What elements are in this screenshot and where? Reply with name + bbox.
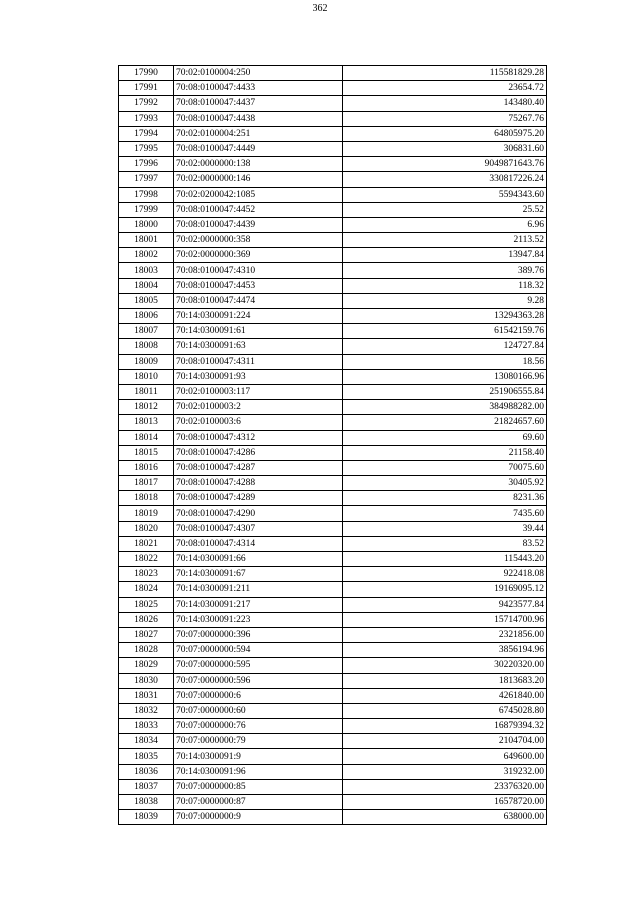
value-cell: 306831.60: [343, 141, 547, 156]
value-cell: 70075.60: [343, 460, 547, 475]
value-cell: 16578720.00: [343, 795, 547, 810]
cadastral-number-cell: 70:14:0300091:96: [174, 764, 343, 779]
row-number-cell: 18026: [119, 612, 174, 627]
row-number-cell: 18028: [119, 643, 174, 658]
cadastral-number-cell: 70:08:0100047:4307: [174, 521, 343, 536]
cadastral-number-cell: 70:14:0300091:66: [174, 552, 343, 567]
row-number-cell: 18034: [119, 734, 174, 749]
value-cell: 83.52: [343, 536, 547, 551]
value-cell: 124727.84: [343, 339, 547, 354]
value-cell: 9049871643.76: [343, 157, 547, 172]
cadastral-number-cell: 70:14:0300091:217: [174, 597, 343, 612]
table-row: [119, 81, 547, 96]
cadastral-number-cell: 70:07:0000000:596: [174, 673, 343, 688]
value-cell: 4261840.00: [343, 688, 547, 703]
table-row: [119, 779, 547, 794]
row-number-cell: 18005: [119, 293, 174, 308]
cadastral-number-cell: 70:02:0000000:369: [174, 248, 343, 263]
value-cell: 21824657.60: [343, 415, 547, 430]
cadastral-number-cell: 70:14:0300091:63: [174, 339, 343, 354]
value-cell: 251906555.84: [343, 384, 547, 399]
table-row: [119, 521, 547, 536]
table-row: [119, 202, 547, 217]
table-row: [119, 552, 547, 567]
row-number-cell: 18023: [119, 567, 174, 582]
value-cell: 2321856.00: [343, 627, 547, 642]
cadastral-number-cell: 70:02:0200042:1085: [174, 187, 343, 202]
cadastral-number-cell: 70:02:0100003:117: [174, 384, 343, 399]
table-row: [119, 734, 547, 749]
row-number-cell: 17992: [119, 96, 174, 111]
table-row: [119, 795, 547, 810]
cadastral-value-table: [118, 65, 547, 825]
table-row: [119, 643, 547, 658]
row-number-cell: 17999: [119, 202, 174, 217]
table-row: [119, 111, 547, 126]
table-row: [119, 187, 547, 202]
page-number: 362: [312, 3, 328, 14]
row-number-cell: 18014: [119, 430, 174, 445]
value-cell: 23654.72: [343, 81, 547, 96]
cadastral-number-cell: 70:02:0100003:2: [174, 400, 343, 415]
row-number-cell: 18027: [119, 627, 174, 642]
table-row: [119, 582, 547, 597]
row-number-cell: 17997: [119, 172, 174, 187]
cadastral-number-cell: 70:14:0300091:223: [174, 612, 343, 627]
value-cell: 922418.08: [343, 567, 547, 582]
row-number-cell: 18019: [119, 506, 174, 521]
table-row: [119, 460, 547, 475]
cadastral-number-cell: 70:08:0100047:4288: [174, 476, 343, 491]
table-row: [119, 506, 547, 521]
value-cell: 69.60: [343, 430, 547, 445]
cadastral-number-cell: 70:02:0100003:6: [174, 415, 343, 430]
table-row: [119, 400, 547, 415]
table-row: [119, 96, 547, 111]
cadastral-number-cell: 70:07:0000000:85: [174, 779, 343, 794]
row-number-cell: 17991: [119, 81, 174, 96]
table-row: [119, 810, 547, 825]
table-row: [119, 141, 547, 156]
table-row: [119, 324, 547, 339]
row-number-cell: 18038: [119, 795, 174, 810]
row-number-cell: 18037: [119, 779, 174, 794]
value-cell: 9.28: [343, 293, 547, 308]
value-cell: 61542159.76: [343, 324, 547, 339]
table-row: [119, 597, 547, 612]
value-cell: 16879394.32: [343, 719, 547, 734]
cadastral-number-cell: 70:02:0100004:251: [174, 126, 343, 141]
value-cell: 2113.52: [343, 233, 547, 248]
value-cell: 1813683.20: [343, 673, 547, 688]
row-number-cell: 18013: [119, 415, 174, 430]
table-row: [119, 157, 547, 172]
value-cell: 18.56: [343, 354, 547, 369]
table-row: [119, 703, 547, 718]
value-cell: 39.44: [343, 521, 547, 536]
table-row: [119, 263, 547, 278]
value-cell: 384988282.00: [343, 400, 547, 415]
value-cell: 9423577.84: [343, 597, 547, 612]
cadastral-number-cell: 70:08:0100047:4310: [174, 263, 343, 278]
table-row: [119, 688, 547, 703]
row-number-cell: 18000: [119, 217, 174, 232]
row-number-cell: 18002: [119, 248, 174, 263]
cadastral-number-cell: 70:08:0100047:4312: [174, 430, 343, 445]
value-cell: 23376320.00: [343, 779, 547, 794]
row-number-cell: 17994: [119, 126, 174, 141]
table-row: [119, 339, 547, 354]
value-cell: 118.32: [343, 278, 547, 293]
cadastral-number-cell: 70:07:0000000:60: [174, 703, 343, 718]
cadastral-number-cell: 70:07:0000000:76: [174, 719, 343, 734]
row-number-cell: 18003: [119, 263, 174, 278]
row-number-cell: 18018: [119, 491, 174, 506]
cadastral-number-cell: 70:08:0100047:4314: [174, 536, 343, 551]
cadastral-number-cell: 70:02:0000000:138: [174, 157, 343, 172]
table-row: [119, 172, 547, 187]
row-number-cell: 18011: [119, 384, 174, 399]
row-number-cell: 18036: [119, 764, 174, 779]
row-number-cell: 18016: [119, 460, 174, 475]
table-row: [119, 627, 547, 642]
value-cell: 6.96: [343, 217, 547, 232]
table-row: [119, 248, 547, 263]
table-row: [119, 536, 547, 551]
cadastral-number-cell: 70:14:0300091:61: [174, 324, 343, 339]
value-cell: 30405.92: [343, 476, 547, 491]
value-cell: 19169095.12: [343, 582, 547, 597]
row-number-cell: 18004: [119, 278, 174, 293]
row-number-cell: 18022: [119, 552, 174, 567]
value-cell: 389.76: [343, 263, 547, 278]
cadastral-number-cell: 70:14:0300091:93: [174, 369, 343, 384]
value-cell: 30220320.00: [343, 658, 547, 673]
table-row: [119, 764, 547, 779]
value-cell: 75267.76: [343, 111, 547, 126]
row-number-cell: 18015: [119, 445, 174, 460]
table-row: [119, 66, 547, 81]
table-row: [119, 612, 547, 627]
table-row: [119, 126, 547, 141]
cadastral-number-cell: 70:02:0000000:358: [174, 233, 343, 248]
value-cell: 21158.40: [343, 445, 547, 460]
value-cell: 638000.00: [343, 810, 547, 825]
table-row: [119, 415, 547, 430]
cadastral-number-cell: 70:07:0000000:396: [174, 627, 343, 642]
value-cell: 6745028.80: [343, 703, 547, 718]
value-cell: 3856194.96: [343, 643, 547, 658]
value-cell: 13947.84: [343, 248, 547, 263]
cadastral-number-cell: 70:08:0100047:4439: [174, 217, 343, 232]
cadastral-number-cell: 70:02:0000000:146: [174, 172, 343, 187]
cadastral-number-cell: 70:08:0100047:4289: [174, 491, 343, 506]
row-number-cell: 17995: [119, 141, 174, 156]
value-cell: 64805975.20: [343, 126, 547, 141]
cadastral-number-cell: 70:07:0000000:594: [174, 643, 343, 658]
value-cell: 15714700.96: [343, 612, 547, 627]
cadastral-number-cell: 70:08:0100047:4290: [174, 506, 343, 521]
row-number-cell: 18009: [119, 354, 174, 369]
table-row: [119, 445, 547, 460]
cadastral-number-cell: 70:08:0100047:4474: [174, 293, 343, 308]
row-number-cell: 18012: [119, 400, 174, 415]
table-row: [119, 293, 547, 308]
cadastral-number-cell: 70:07:0000000:6: [174, 688, 343, 703]
row-number-cell: 18001: [119, 233, 174, 248]
table-row: [119, 476, 547, 491]
row-number-cell: 18006: [119, 309, 174, 324]
row-number-cell: 18008: [119, 339, 174, 354]
row-number-cell: 18007: [119, 324, 174, 339]
row-number-cell: 18017: [119, 476, 174, 491]
cadastral-number-cell: 70:08:0100047:4453: [174, 278, 343, 293]
table-row: [119, 369, 547, 384]
row-number-cell: 17990: [119, 66, 174, 81]
row-number-cell: 17996: [119, 157, 174, 172]
row-number-cell: 18024: [119, 582, 174, 597]
value-cell: 115443.20: [343, 552, 547, 567]
table-body: [119, 66, 547, 825]
value-cell: 13294363.28: [343, 309, 547, 324]
value-cell: 8231.36: [343, 491, 547, 506]
table-row: [119, 233, 547, 248]
value-cell: 115581829.28: [343, 66, 547, 81]
value-cell: 143480.40: [343, 96, 547, 111]
row-number-cell: 18039: [119, 810, 174, 825]
cadastral-number-cell: 70:07:0000000:87: [174, 795, 343, 810]
value-cell: 2104704.00: [343, 734, 547, 749]
cadastral-number-cell: 70:08:0100047:4311: [174, 354, 343, 369]
table-row: [119, 673, 547, 688]
table-row: [119, 658, 547, 673]
value-cell: 319232.00: [343, 764, 547, 779]
cadastral-number-cell: 70:08:0100047:4438: [174, 111, 343, 126]
cadastral-number-cell: 70:08:0100047:4433: [174, 81, 343, 96]
table-row: [119, 354, 547, 369]
cadastral-number-cell: 70:07:0000000:595: [174, 658, 343, 673]
table-row: [119, 491, 547, 506]
row-number-cell: 18032: [119, 703, 174, 718]
row-number-cell: 18033: [119, 719, 174, 734]
row-number-cell: 18035: [119, 749, 174, 764]
table-row: [119, 749, 547, 764]
row-number-cell: 18030: [119, 673, 174, 688]
cadastral-number-cell: 70:14:0300091:9: [174, 749, 343, 764]
cadastral-number-cell: 70:07:0000000:79: [174, 734, 343, 749]
table-row: [119, 719, 547, 734]
table-row: [119, 430, 547, 445]
cadastral-number-cell: 70:08:0100047:4437: [174, 96, 343, 111]
row-number-cell: 18025: [119, 597, 174, 612]
cadastral-number-cell: 70:14:0300091:224: [174, 309, 343, 324]
row-number-cell: 18020: [119, 521, 174, 536]
cadastral-number-cell: 70:14:0300091:211: [174, 582, 343, 597]
cadastral-number-cell: 70:08:0100047:4449: [174, 141, 343, 156]
value-cell: 25.52: [343, 202, 547, 217]
cadastral-number-cell: 70:08:0100047:4452: [174, 202, 343, 217]
table-row: [119, 278, 547, 293]
row-number-cell: 18010: [119, 369, 174, 384]
table-row: [119, 567, 547, 582]
value-cell: 7435.60: [343, 506, 547, 521]
row-number-cell: 18031: [119, 688, 174, 703]
row-number-cell: 18021: [119, 536, 174, 551]
cadastral-number-cell: 70:08:0100047:4287: [174, 460, 343, 475]
row-number-cell: 18029: [119, 658, 174, 673]
cadastral-number-cell: 70:07:0000000:9: [174, 810, 343, 825]
value-cell: 5594343.60: [343, 187, 547, 202]
value-cell: 13080166.96: [343, 369, 547, 384]
value-cell: 330817226.24: [343, 172, 547, 187]
row-number-cell: 17993: [119, 111, 174, 126]
table-row: [119, 309, 547, 324]
cadastral-number-cell: 70:02:0100004:250: [174, 66, 343, 81]
table-row: [119, 217, 547, 232]
row-number-cell: 17998: [119, 187, 174, 202]
value-cell: 649600.00: [343, 749, 547, 764]
cadastral-number-cell: 70:08:0100047:4286: [174, 445, 343, 460]
cadastral-number-cell: 70:14:0300091:67: [174, 567, 343, 582]
table-row: [119, 384, 547, 399]
